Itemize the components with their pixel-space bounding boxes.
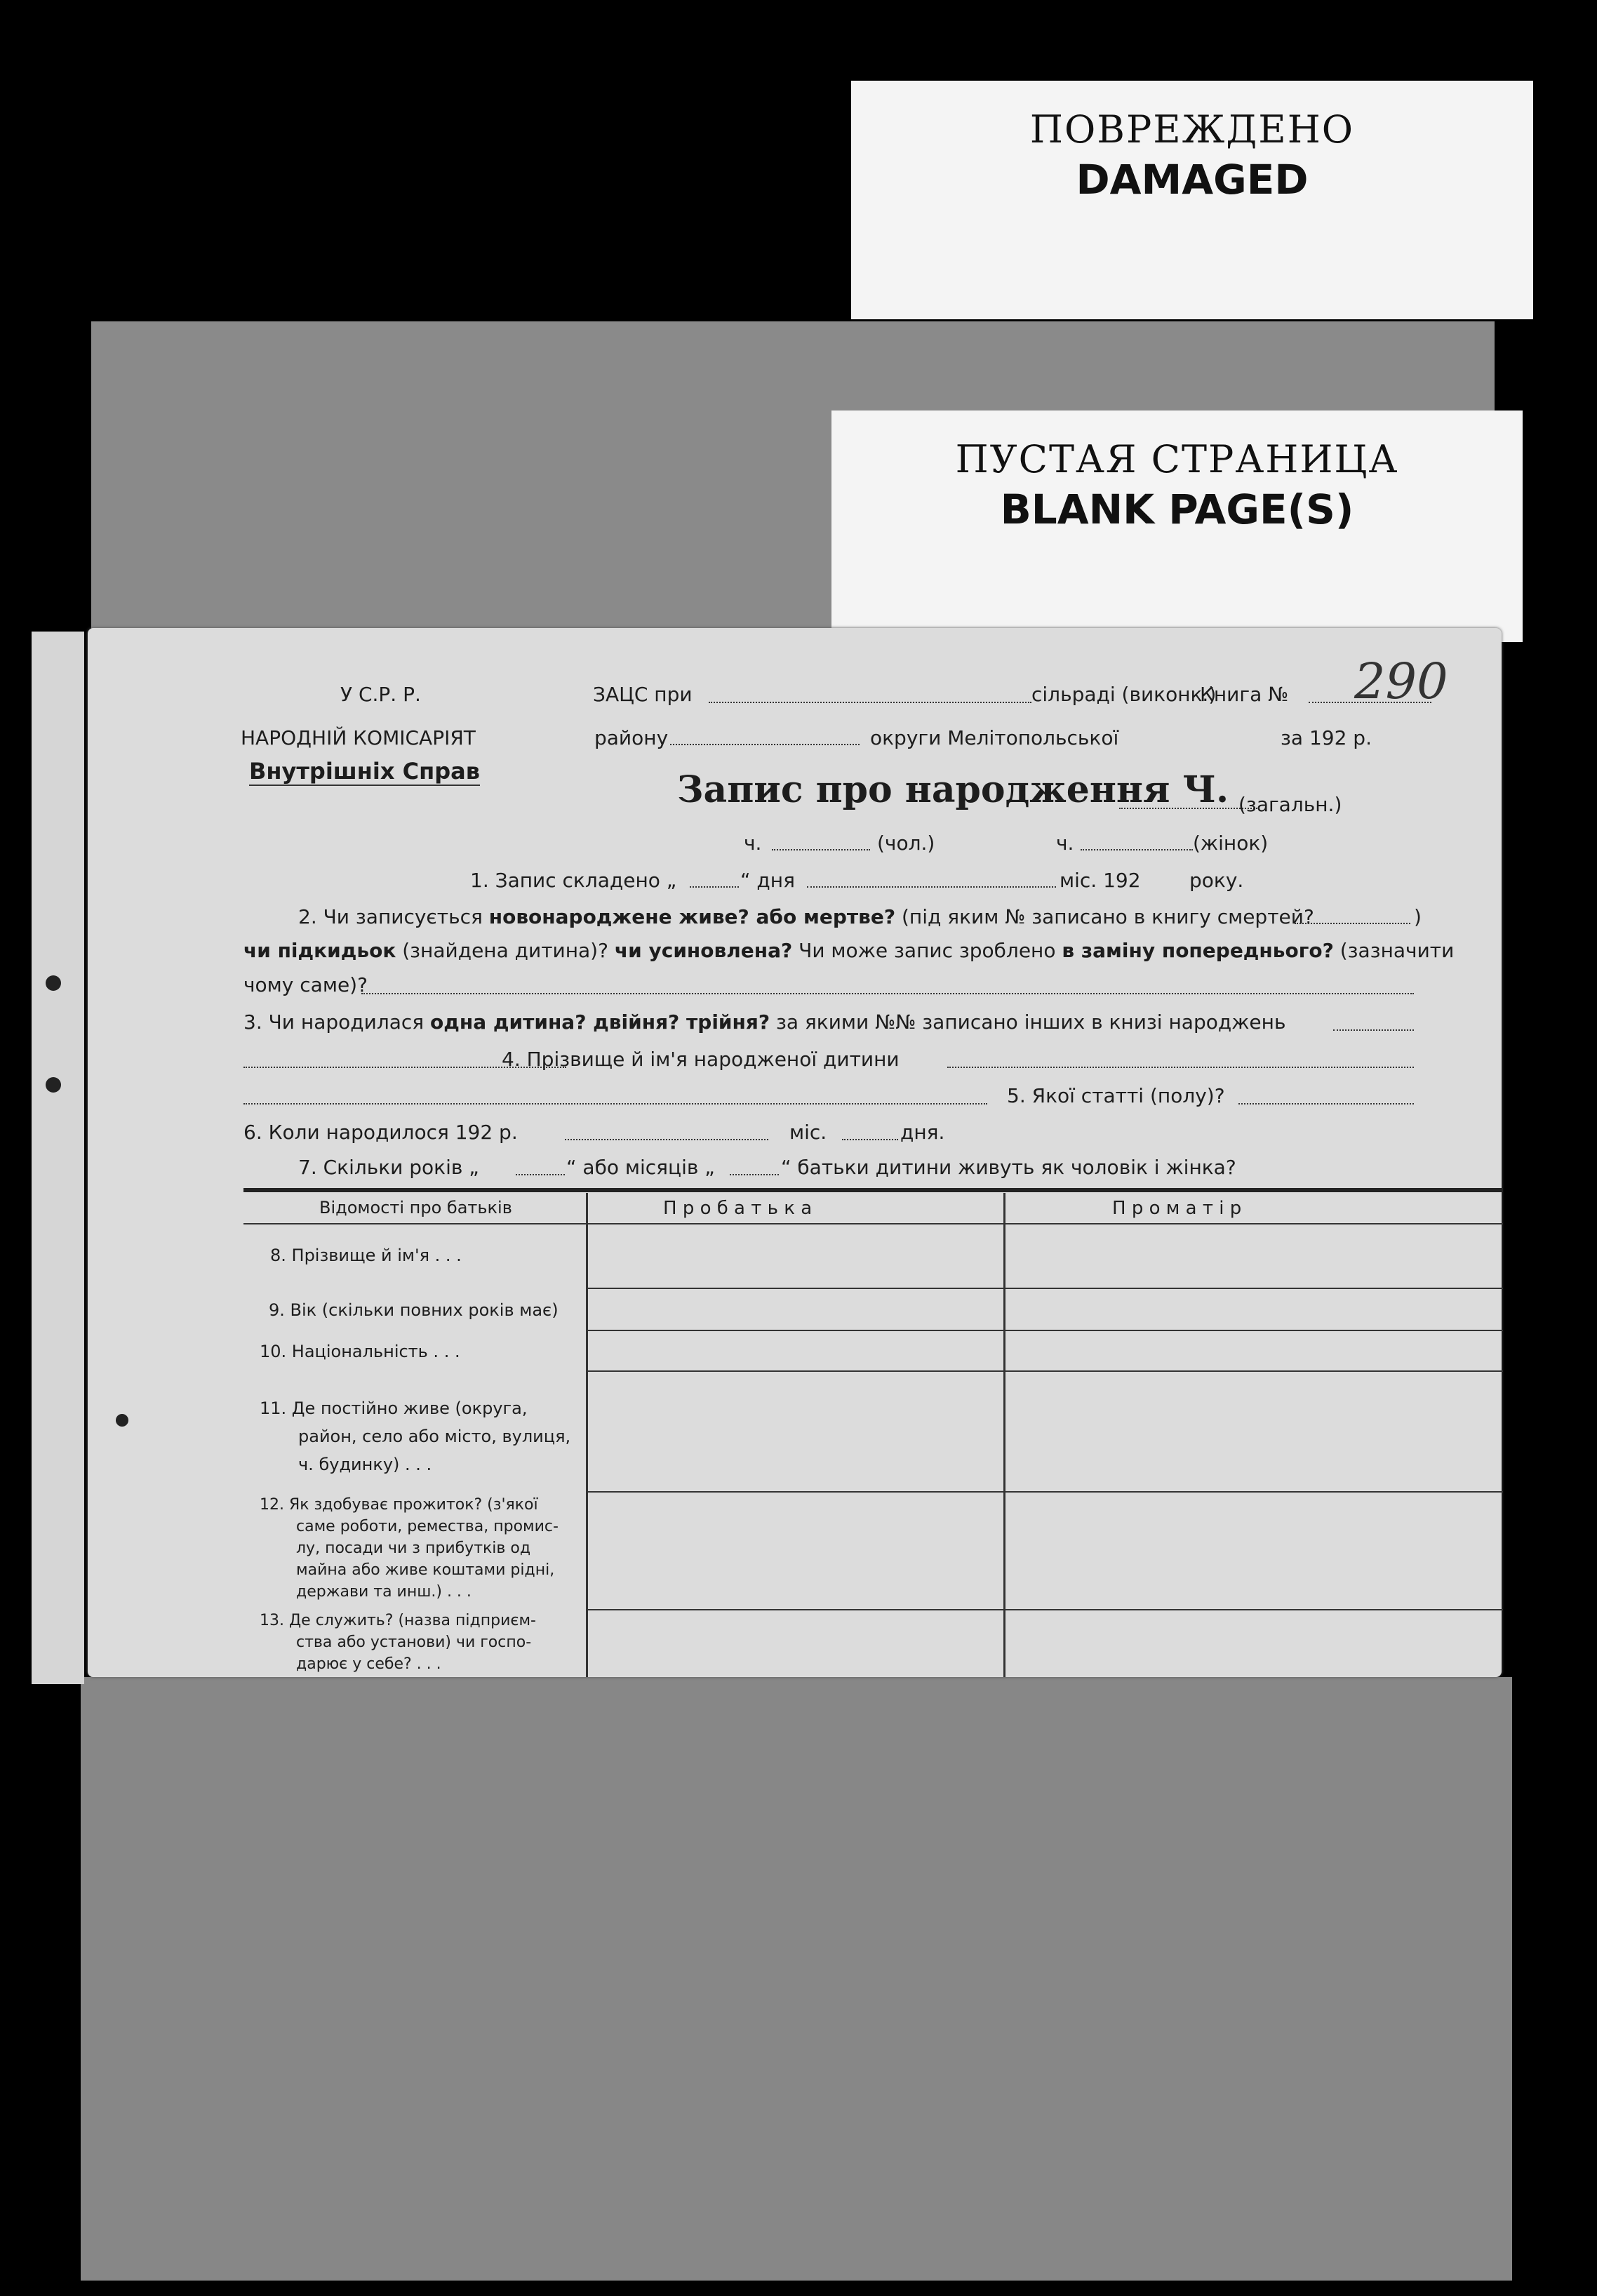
- table-row-label: 10. Національність . . .: [260, 1342, 460, 1361]
- table-row-label: майна або живе коштами рідні,: [296, 1561, 555, 1579]
- table-row-label: 8. Прізвище й ім'я . . .: [270, 1246, 462, 1265]
- q2-a: 2. Чи записується: [298, 905, 489, 928]
- table-header-rule: [243, 1223, 1503, 1224]
- table-row-label: 13. Де служить? (назва підприєм-: [260, 1612, 536, 1629]
- table-row-rule: [586, 1370, 1503, 1372]
- table-row-label: ч. будинку) . . .: [298, 1455, 432, 1474]
- q4-text: 4. Прізвище й ім'я народженої дитини: [502, 1048, 900, 1071]
- table-row-label: саме роботи, ремества, промис-: [296, 1518, 559, 1535]
- damaged-label-en: DAMAGED: [1076, 156, 1309, 203]
- q1-text-b: “ дня: [740, 869, 795, 892]
- zags-prefix: ЗАЦС при: [593, 683, 693, 706]
- q7-text-b: “ або місяців „: [566, 1156, 715, 1179]
- blank-page-label: [831, 411, 1523, 642]
- table-row-label: 12. Як здобуває прожиток? (з'якої: [260, 1496, 538, 1514]
- blank-label-ru: ПУСТАЯ СТРАНИЦА: [955, 437, 1399, 481]
- zags-field: [709, 702, 1031, 703]
- q4-field: [947, 1067, 1414, 1068]
- table-top-rule: [243, 1188, 1503, 1192]
- table-col-divider-2: [1003, 1193, 1005, 1677]
- table-header-mother: П р о м а т і р: [1112, 1198, 1242, 1219]
- q3-a: 3. Чи народилася: [243, 1010, 431, 1034]
- q5-text: 5. Якої статті (полу)?: [1007, 1084, 1225, 1107]
- q6-text-a: 6. Коли народилося 192 р.: [243, 1121, 518, 1144]
- q2-death-field: [1295, 923, 1410, 924]
- total-label: (загальн.): [1238, 793, 1342, 816]
- table-row-label: дарює у себе? . . .: [296, 1655, 441, 1673]
- q6-month-field: [842, 1139, 898, 1140]
- q7-text-c: “ батьки дитини живуть як чоловік і жінка?: [781, 1156, 1236, 1179]
- q2-reason-field: [361, 993, 1414, 994]
- usrr-label: У С.Р. Р.: [340, 683, 421, 706]
- q6-text-c: дня.: [900, 1121, 945, 1144]
- q2-c: (під яким № записано в книгу смертей?: [895, 905, 1314, 928]
- q3-c: за якими №№ записано інших в книзі народжень: [770, 1010, 1286, 1034]
- q2b-f: (зазначити: [1333, 939, 1455, 962]
- q1-month-field: [807, 886, 1056, 888]
- q3-line: [243, 1010, 1285, 1034]
- damaged-label-ru: ПОВРЕЖДЕНО: [1029, 107, 1355, 152]
- table-row-rule: [586, 1609, 1503, 1610]
- table-row-label: держави та инш.) . . .: [296, 1583, 472, 1601]
- binding-hole: [46, 975, 61, 991]
- q2b-b: (знайдена дитина)?: [396, 939, 615, 962]
- table-header-father: П р о б а т ь к а: [663, 1198, 813, 1219]
- damaged-label: [851, 81, 1533, 319]
- table-row-label: лу, посади чи з прибутків од: [296, 1540, 531, 1557]
- table-row-label: ства або установи) чи госпо-: [296, 1634, 532, 1651]
- okrug-label: округи Мелітопольської: [870, 726, 1119, 749]
- q3-b: одна дитина? двійня? трійня?: [430, 1010, 770, 1034]
- zags-suffix: сільраді (виконк.): [1031, 683, 1217, 706]
- ministry-label: Внутрішніх Справ: [249, 758, 480, 785]
- q6-day-field: [565, 1139, 768, 1140]
- q2-line2: [243, 939, 1454, 962]
- q2b-e: в заміну попереднього?: [1062, 939, 1334, 962]
- q1-text-c: міс. 192: [1060, 869, 1141, 892]
- district-prefix: району: [594, 726, 669, 749]
- binding-hole: [116, 1414, 128, 1427]
- handwritten-book-number: 290: [1354, 653, 1448, 710]
- form-title: Запис про народження Ч.: [677, 768, 1229, 811]
- female-label: (жінок): [1193, 832, 1269, 855]
- q5-field: [1238, 1103, 1414, 1104]
- q2-b: новонароджене живе? або мертве?: [488, 905, 896, 928]
- female-ch: ч.: [1056, 832, 1074, 855]
- table-row-label: 11. Де постійно живе (округа,: [260, 1399, 528, 1418]
- birth-record-form: [88, 628, 1502, 1677]
- q1-text-a: 1. Запис складено „: [470, 869, 677, 892]
- q7-months-field: [730, 1174, 779, 1175]
- q2b-a: чи підкидьок: [243, 939, 396, 962]
- binding-hole: [46, 1077, 61, 1093]
- table-row-rule: [586, 1330, 1503, 1331]
- q1-day-field: [690, 886, 739, 888]
- blank-label-en: BLANK PAGE(S): [1000, 486, 1354, 533]
- book-year: за 192 р.: [1281, 726, 1372, 749]
- q3-field: [1333, 1029, 1414, 1031]
- table-row-label: 9. Вік (скільки повних років має): [269, 1300, 559, 1320]
- table-row-rule: [586, 1288, 1503, 1289]
- q6-text-b: міс.: [789, 1121, 827, 1144]
- table-row-rule: [586, 1491, 1503, 1493]
- q1-text-d: року.: [1189, 869, 1244, 892]
- q7-text-a: 7. Скільки років „: [298, 1156, 479, 1179]
- q2b-d: Чи може запис зроблено: [792, 939, 1062, 962]
- female-field: [1081, 849, 1193, 850]
- district-field: [670, 744, 860, 745]
- male-label: (чол.): [877, 832, 935, 855]
- torn-binding-strip: [32, 632, 84, 1684]
- male-ch: ч.: [744, 832, 762, 855]
- q7-years-field: [516, 1174, 565, 1175]
- q2-line1: [298, 905, 1314, 928]
- table-row-label: район, село або місто, вулиця,: [298, 1427, 571, 1446]
- archive-folder-lower: [81, 1677, 1512, 2281]
- book-label: Книга №: [1200, 683, 1289, 706]
- commissariat-label: НАРОДНІЙ КОМІСАРІЯТ: [241, 726, 476, 749]
- table-col-divider-1: [586, 1193, 588, 1677]
- table-header-info: Відомості про батьків: [319, 1198, 512, 1217]
- q2-d: ): [1414, 905, 1422, 928]
- q2-line3: чому саме)?: [243, 973, 368, 996]
- q2b-c: чи усиновлена?: [614, 939, 793, 962]
- q5-prefield: [243, 1103, 987, 1104]
- male-field: [772, 849, 870, 850]
